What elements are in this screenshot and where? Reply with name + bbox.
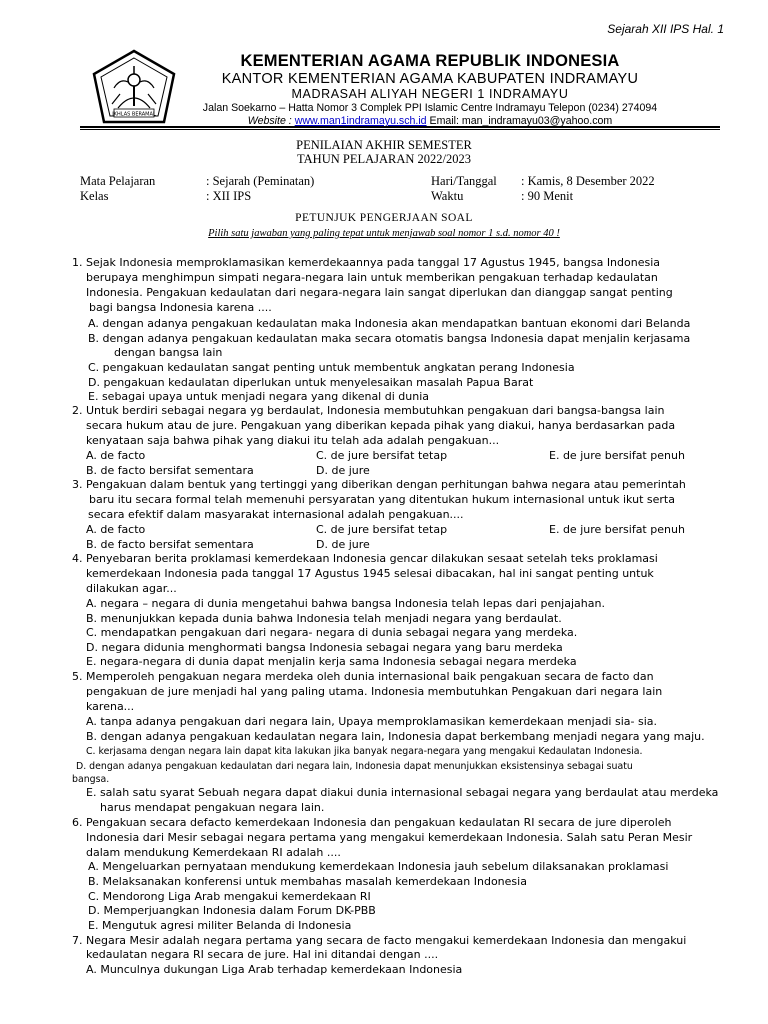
letterhead [170,52,690,128]
question-3-line: 3. Pengakuan dalam bentuk yang tertinggi yang diberikan dengan perhitungan bahwa negara atau pemerintah [72,478,686,491]
school-address: Jalan Soekarno – Hatta Nomor 3 Complek PPI Islamic Centre Indramayu Telepon (0234) 274094 [202,102,658,114]
option-4e[interactable]: E. negara-negara di dunia dapat menjalin kerja sama Indonesia sebagai negara merdeka [86,655,577,668]
option-1e[interactable]: E. sebagai upaya untuk menjadi negara yang dikenal di dunia [88,390,429,403]
option-5d[interactable]: D. dengan adanya pengakuan kedaulatan dari negara lain, Indonesia dapat menunjukkan eksistensinya sebagai suatu [76,761,633,772]
option-5e[interactable]: E. salah satu syarat Sebuah negara dapat diakui dunia internasional sebagai negara yang berdaulat atau merdeka [86,786,719,799]
hari-label: Hari/Tanggal [431,174,497,188]
question-4-line: dilakukan agar... [86,582,177,595]
exam-title-line2: TAHUN PELAJARAN 2022/2023 [297,152,471,166]
option-2d[interactable]: D. de jure [316,464,370,477]
option-3c[interactable]: C. de jure bersifat tetap [316,523,448,536]
option-5c[interactable]: C. kerjasama dengan negara lain dapat kita lakukan jika banyak negara-negara yang mengakui Kedaulatan Indonesia. [86,746,643,757]
waktu-value: : 90 Menit [521,188,574,203]
option-6c[interactable]: C. Mendorong Liga Arab mengakui kemerdekaan RI [88,890,371,903]
option-3b[interactable]: B. de facto bersifat sementara [86,538,254,551]
option-5b[interactable]: B. dengan adanya pengakuan kedaulatan negara lain, Indonesia dapat berkembang menjadi negara yang maju. [86,730,705,743]
office-name: KANTOR KEMENTERIAN AGAMA KABUPATEN INDRAMAYU [221,71,639,87]
option-2b[interactable]: B. de facto bersifat sementara [86,464,254,477]
option-2c[interactable]: C. de jure bersifat tetap [316,449,448,462]
question-1-line: bagi bangsa Indonesia karena .... [89,301,272,314]
option-1d[interactable]: D. pengakuan kedaulatan diperlukan untuk menyelesaikan masalah Papua Barat [88,376,534,389]
question-3-line: secara efektif dalam masyarakat internasional adalah pengakuan.... [88,508,464,521]
question-2-line: kenyataan saja bahwa pihak yang diakui itu telah ada adalah pengakuan... [86,434,500,447]
info-values-left [206,174,314,203]
logo-motto: IKHLAS BERAMAL [112,111,156,118]
question-7-line: kedaulatan negara RI secara de jure. Hal ini ditandai dengan .... [86,948,439,961]
ministry-logo [88,48,180,128]
question-1-line: 1. Sejak Indonesia memproklamasikan kemerdekaannya pada tanggal 17 Agustus 1945, bangsa Indonesia [72,256,661,269]
option-2e[interactable]: E. de jure bersifat penuh [549,449,685,462]
header-rule-thin [80,129,720,130]
info-values-right [521,174,655,203]
mapel-value: : Sejarah (Peminatan) [206,174,315,188]
kelas-value: : XII IPS [206,188,252,203]
school-name: MADRASAH ALIYAH NEGERI 1 INDRAMAYU [291,87,569,101]
hari-value: : Kamis, 8 Desember 2022 [521,174,655,188]
question-3-line: baru itu secara formal telah memenuhi persyaratan yang ditentukan hukum internasional untuk ikut serta [89,493,675,506]
question-4-line: 4. Penyebaran berita proklamasi kemerdekaan Indonesia gencar dilakukan sesaat setelah teks proklamasi [72,552,658,565]
question-1-line: Indonesia. Pengakuan kedaulatan dari negara-negara lain sangat diperlukan dan dianggap sangat penting [86,286,673,299]
question-2-line: 2. Untuk berdiri sebagai negara yg berdaulat, Indonesia membutuhkan pengakuan dari bangsa-bangsa lain [72,404,665,417]
option-4d[interactable]: D. negara didunia menghormati bangsa Indonesia sebagai negara yang baru merdeka [86,641,563,654]
instructions-subtitle: Pilih satu jawaban yang paling tepat untuk menjawab soal nomor 1 s.d. nomor 40 ! [208,228,560,239]
option-4a[interactable]: A. negara – negara di dunia mengetahui bahwa bangsa Indonesia telah lepas dari penjajahan. [86,597,605,610]
option-4b[interactable]: B. menunjukkan kepada dunia bahwa Indonesia telah menjadi negara yang berdaulat. [86,612,562,625]
option-1a[interactable]: A. dengan adanya pengakuan kedaulatan maka Indonesia akan mendapatkan bantuan ekonomi dari Belanda [88,317,691,330]
option-1b-cont: dengan bangsa lain [114,346,223,359]
option-6e[interactable]: E. Mengutuk agresi militer Belanda di Indonesia [88,919,352,932]
question-5-line: 5. Memperoleh pengakuan negara merdeka oleh dunia internasional baik pengakuan secara de facto dan [72,670,654,683]
question-1-line: berupaya menghimpun simpati negara-negara lain untuk memberikan pengakuan terhadap kedaulatan [86,271,658,284]
option-7a[interactable]: A. Munculnya dukungan Liga Arab terhadap kemerdekaan Indonesia [86,963,463,976]
option-1b[interactable]: B. dengan adanya pengakuan kedaulatan maka secara otomatis bangsa Indonesia dapat menjalin kerjasama [88,332,691,345]
instructions-title: PETUNJUK PENGERJAAN SOAL [295,212,473,224]
header-rule-thick [80,126,720,128]
question-2-line: secara hukum atau de jure. Pengakuan yang diberikan kepada pihak yang diakui, hanya berdasarkan pada [86,419,676,432]
option-3e[interactable]: E. de jure bersifat penuh [549,523,685,536]
option-5e-cont: harus mendapat pengakuan negara lain. [100,801,325,814]
option-6a[interactable]: A. Mengeluarkan pernyataan mendukung kemerdekaan Indonesia jauh sebelum dilaksanakan proklamasi [88,860,669,873]
kelas-label: Kelas [80,188,109,203]
exam-title [0,138,768,166]
mapel-label: Mata Pelajaran [80,174,156,188]
info-labels-right [431,174,497,203]
question-5-line: pengakuan de jure menjadi hal yang paling utama. Indonesia membutuhkan Pengakuan dari negara lain [86,685,663,698]
option-5a[interactable]: A. tanpa adanya pengakuan dari negara lain, Upaya memproklamasikan kemerdekaan menjadi sia- sia. [86,715,657,728]
option-5d-cont: bangsa. [72,774,110,785]
option-3a[interactable]: A. de facto [86,523,146,536]
question-6-line: 6. Pengakuan secara defacto kemerdekaan Indonesia dan pengakuan kedaulatan RI secara de jure diperoleh [72,816,672,829]
waktu-label: Waktu [431,188,464,203]
question-6-line: dalam mendukung Kemerdekaan RI adalah .... [86,846,341,859]
ministry-name: KEMENTERIAN AGAMA REPUBLIK INDONESIA [240,52,620,70]
question-4-line: kemerdekaan Indonesia pada tanggal 17 Agustus 1945 selesai dibacakan, hal ini sangat penting untuk [86,567,654,580]
question-7-line: 7. Negara Mesir adalah negara pertama yang secara de facto mengakui kemerdekaan Indonesia dan mengakui [72,934,687,947]
option-3d[interactable]: D. de jure [316,538,370,551]
option-1c[interactable]: C. pengakuan kedaulatan sangat penting untuk membentuk angkatan perang Indonesia [88,361,575,374]
option-6d[interactable]: D. Memperjuangkan Indonesia dalam Forum DK-PBB [88,904,376,917]
exam-title-line1: PENILAIAN AKHIR SEMESTER [296,138,472,152]
option-4c[interactable]: C. mendapatkan pengakuan dari negara- negara di dunia sebagai negara yang merdeka. [86,626,578,639]
email-text: Email: man_indramayu03@yahoo.com [429,115,613,127]
page-label: Sejarah XII IPS Hal. 1 [607,22,724,36]
question-5-line: karena... [86,700,135,713]
option-6b[interactable]: B. Melaksanakan konferensi untuk membahas masalah kemerdekaan Indonesia [88,875,527,888]
website-link[interactable]: www.man1indramayu.sch.id [294,115,427,127]
website-label: Website : [247,115,292,127]
info-labels-left [80,174,155,203]
option-2a[interactable]: A. de facto [86,449,146,462]
question-6-line: Indonesia dari Mesir sebagai negara pertama yang mengakui kemerdekaan Indonesia. Salah satu Peran Mesir [86,831,693,844]
